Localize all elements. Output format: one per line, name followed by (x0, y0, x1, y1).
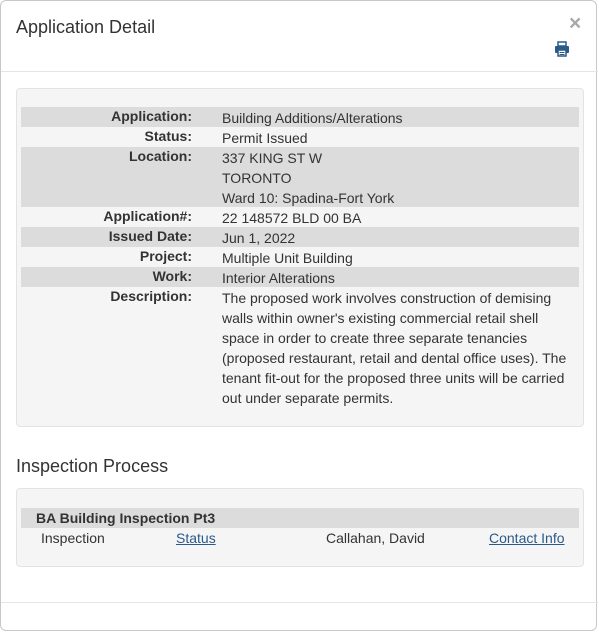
project-value: Multiple Unit Building (222, 250, 353, 266)
modal-footer-divider (1, 602, 598, 603)
location-value (222, 148, 567, 208)
location-city: TORONTO (222, 170, 292, 186)
detail-row-application (21, 107, 579, 127)
inspection-type: Inspection (41, 530, 105, 546)
detail-row-work (21, 267, 579, 287)
application-label: Application: (111, 108, 192, 124)
description-value: The proposed work involves construction of demising walls within owner's existing commercial retail shell space in order to create three separate tenancies (proposed restaurant, retail and dental office uses). The tenant fit-out for the proposed three units will be carried out under separate permits. (222, 290, 567, 406)
project-label: Project: (139, 248, 192, 264)
inspector-name: Callahan, David (326, 530, 425, 546)
inspection-process-title: Inspection Process (16, 456, 169, 476)
work-label: Work: (152, 268, 192, 284)
detail-row-location (21, 147, 579, 207)
application-number-value: 22 148572 BLD 00 BA (222, 210, 362, 226)
issued-date-value: Jun 1, 2022 (222, 230, 296, 246)
status-value: Permit Issued (222, 130, 308, 146)
issued-date-label: Issued Date: (108, 228, 192, 244)
contact-info-link[interactable]: Contact Info (489, 530, 565, 546)
location-label: Location: (129, 148, 192, 164)
detail-row-issued-date (21, 227, 579, 247)
status-link[interactable]: Status (176, 530, 216, 546)
inspection-header-row (21, 508, 579, 528)
inspection-panel (16, 488, 584, 567)
status-label: Status: (144, 128, 192, 144)
close-button[interactable]: × (569, 12, 582, 35)
detail-row-application-number (21, 207, 579, 227)
print-button[interactable] (554, 41, 570, 57)
detail-row-description (21, 287, 579, 409)
inspection-name: BA Building Inspection Pt3 (36, 510, 216, 526)
location-ward: Ward 10: Spadina-Fort York (222, 190, 395, 206)
modal-header (1, 1, 598, 72)
location-street: 337 KING ST W (222, 150, 323, 166)
detail-row-project (21, 247, 579, 267)
application-number-label: Application#: (103, 208, 192, 224)
application-details-panel (16, 88, 584, 427)
modal-title: Application Detail (16, 17, 156, 37)
printer-icon (554, 41, 570, 57)
description-label: Description: (110, 288, 192, 304)
work-value: Interior Alterations (222, 270, 335, 286)
application-value: Building Additions/Alterations (222, 110, 403, 126)
detail-row-status (21, 127, 579, 147)
